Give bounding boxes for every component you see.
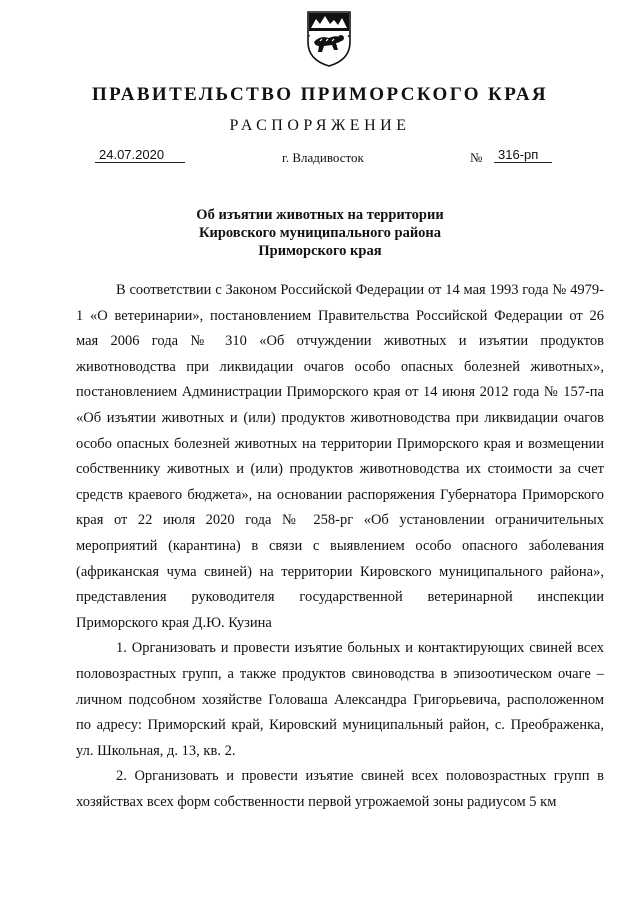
document-number: 316-рп [494, 147, 552, 163]
subject-line: Приморского края [258, 243, 382, 259]
document-date: 24.07.2020 [95, 147, 185, 163]
item-2-paragraph: 2. Организовать и провести изъятие свиней всех половозрастных групп в хозяйствах всех форм собственности первой угрожаемой зоны радиусом 5 км [76, 768, 604, 810]
subject-line: Об изъятии животных на территории [196, 207, 444, 223]
preamble-paragraph: В соответствии с Законом Российской Федерации от 14 мая 1993 года № 4979-1 «О ветеринарии», постановлением Правительства Российской Федерации от 26 мая 2006 года № 310 «Об отчуждении животных и изъятии продуктов животноводства при ликвидации очагов особо опасных болезней животных», постановлением Администрации Приморского края от 14 июня 2012 года № 157-па «Об изъятии животных и (или) продуктов животноводства при ликвидации очагов особо опасных болезней животных на территории Приморского края и возмещении собственнику животных и (или) продуктов животноводства их стоимости за счет средств краевого бюджета», на основании распоряжения Губернатора Приморского края от 22 июля 2020 года № 258-рг «Об установлении ограничительных мероприятий (карантина) в связи с выявлением особо опасного заболевания (африканская чума свиней) на территории Кировского муниципального района», представления руководителя государственной ветеринарной инспекции Приморского края Д.Ю. Кузина [76, 282, 604, 631]
item-1-paragraph: 1. Организовать и провести изъятие больных и контактирующих свиней всех половозрастных групп, а также продуктов свиноводства в эпизоотическом очаге – личном подсобном хозяйстве Головаша Александра Григорьевича, расположенном по адресу: Приморский край, Кировский муниципальный район, с. Преображенка, ул. Школьная, д. 13, кв. 2. [76, 640, 604, 759]
subject-line: Кировского муниципального района [198, 225, 442, 241]
coat-of-arms-icon [302, 10, 356, 68]
document-city: г. Владивосток [282, 150, 364, 165]
government-title: ПРАВИТЕЛЬСТВО ПРИМОРСКОГО КРАЯ [91, 84, 549, 105]
number-sign: № [470, 150, 483, 165]
document-type: РАСПОРЯЖЕНИЕ [229, 117, 411, 134]
document-subject [0, 206, 640, 260]
document-body [76, 278, 604, 815]
